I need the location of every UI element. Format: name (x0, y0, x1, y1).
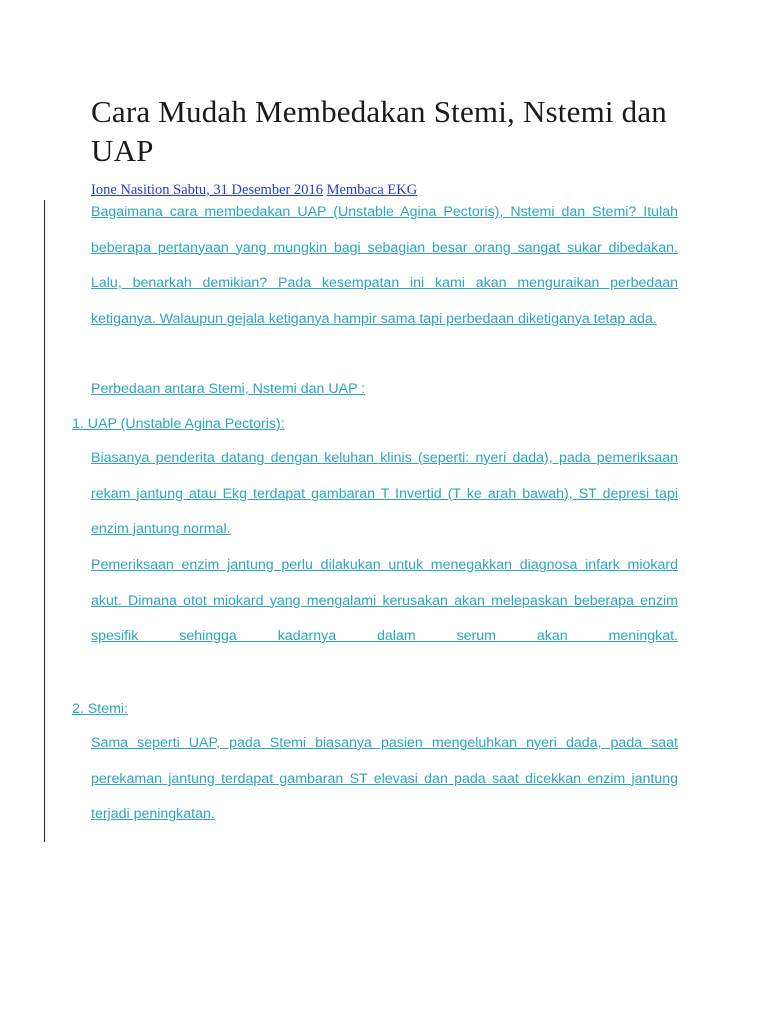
uap-paragraph[interactable]: Biasanya penderita datang dengan keluhan klinis (seperti: nyeri dada), pada pemeriksaan rekam jantung atau Ekg terdapat gambaran T Invertid (T ke arah bawah), ST depresi tapi enzim jantung normal. (91, 450, 678, 537)
enzyme-paragraph[interactable]: Pemeriksaan enzim jantung perlu dilakukan untuk menegakkan diagnosa infark miokard akut. Dimana otot miokard yang mengalami kerusakan akan melepaskan beberapa enzim spesifik sehingga kadarnya dalam serum akan meningkat. (91, 557, 678, 644)
margin-line (44, 200, 45, 842)
differences-heading[interactable]: Perbedaan antara Stemi, Nstemi dan UAP : (91, 381, 366, 397)
author-date-link[interactable]: Ione Nasition Sabtu, 31 Desember 2016 (91, 182, 323, 198)
uap-heading[interactable]: 1. UAP (Unstable Agina Pectoris): (72, 416, 285, 432)
stemi-paragraph[interactable]: Sama seperti UAP, pada Stemi biasanya pasien mengeluhkan nyeri dada, pada saat perekaman jantung terdapat gambaran ST elevasi dan pada saat dicekkan enzim jantung terjadi peningkatan. (91, 735, 678, 822)
intro-paragraph[interactable]: Bagaimana cara membedakan UAP (Unstable Agina Pectoris), Nstemi dan Stemi? Itulah beberapa pertanyaan yang mungkin bagi sebagian besar orang sangat sukar dibedakan. Lalu, benarkah demikian? Pada kesempatan ini kami akan menguraikan perbedaan ketiganya. Walaupun gejala ketiganya hampir sama tapi perbedaan diketiganya tetap ada. (91, 204, 678, 327)
category-link[interactable]: Membaca EKG (326, 182, 418, 198)
article-title: Cara Mudah Membedakan Stemi, Nstemi dan UAP (91, 94, 668, 168)
stemi-heading[interactable]: 2. Stemi: (72, 701, 128, 717)
